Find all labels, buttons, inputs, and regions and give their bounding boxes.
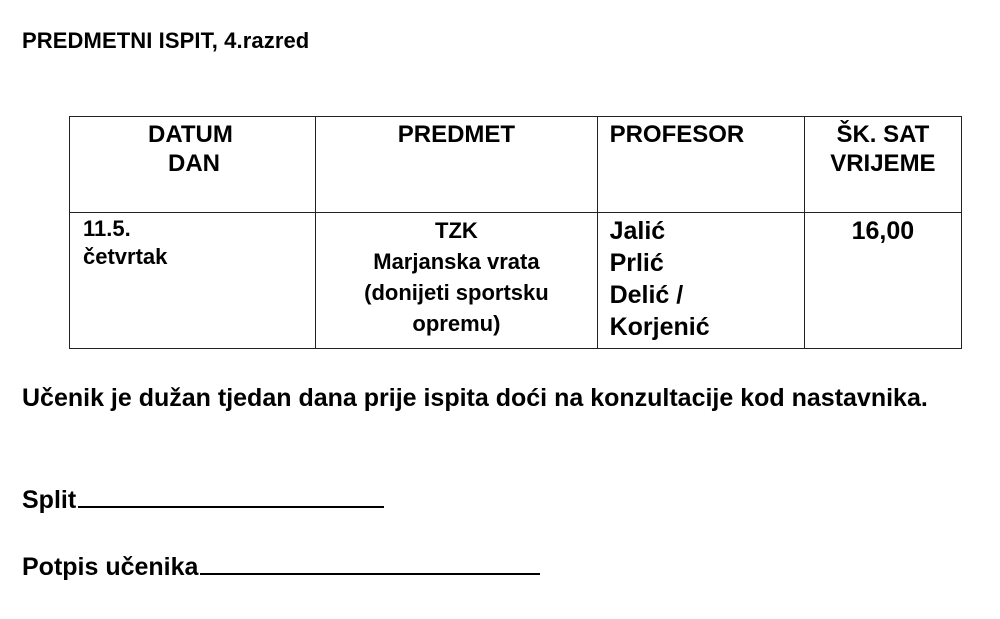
cell-dan: četvrtak [83,244,168,269]
cell-profesor-line: Korjenić [609,313,710,341]
header-datum-dan [70,117,316,213]
header-sat-vrijeme [804,117,961,213]
page-title: PREDMETNI ISPIT, 4.razred [22,28,310,53]
student-signature-line [22,551,540,582]
exam-schedule-table [69,116,962,349]
cell-profesor-line: Jalić [609,217,666,245]
table-header-row [70,117,962,213]
header-vrijeme: VRIJEME [830,150,936,177]
cell-predmet-line: (donijeti sportsku [364,280,549,305]
cell-predmet [316,213,597,349]
potpis-label: Potpis učenika [22,553,199,581]
split-blank-field[interactable] [78,484,384,508]
cell-predmet-line: opremu) [412,311,501,336]
student-signature-blank-field[interactable] [200,551,540,575]
header-dan: DAN [168,150,220,177]
header-profesor: PROFESOR [597,117,804,213]
cell-predmet-line: Marjanska vrata [373,249,540,274]
cell-vrijeme: 16,00 [804,213,961,349]
cell-datum-dan [70,213,316,349]
split-label: Split [22,486,77,514]
cell-profesor-line: Delić / [609,281,684,309]
table-row [70,213,962,349]
header-sk-sat: ŠK. SAT [836,121,930,148]
cell-profesor [597,213,804,349]
cell-profesor-line: Prlić [609,249,664,277]
header-datum: DATUM [148,121,233,148]
split-signature-line [22,484,384,515]
cell-datum: 11.5. [83,216,131,241]
consultation-notice: Učenik je dužan tjedan dana prije ispita doći na konzultacije kod nastavnika. [22,384,928,412]
header-predmet: PREDMET [316,117,597,213]
cell-predmet-line: TZK [435,218,478,243]
